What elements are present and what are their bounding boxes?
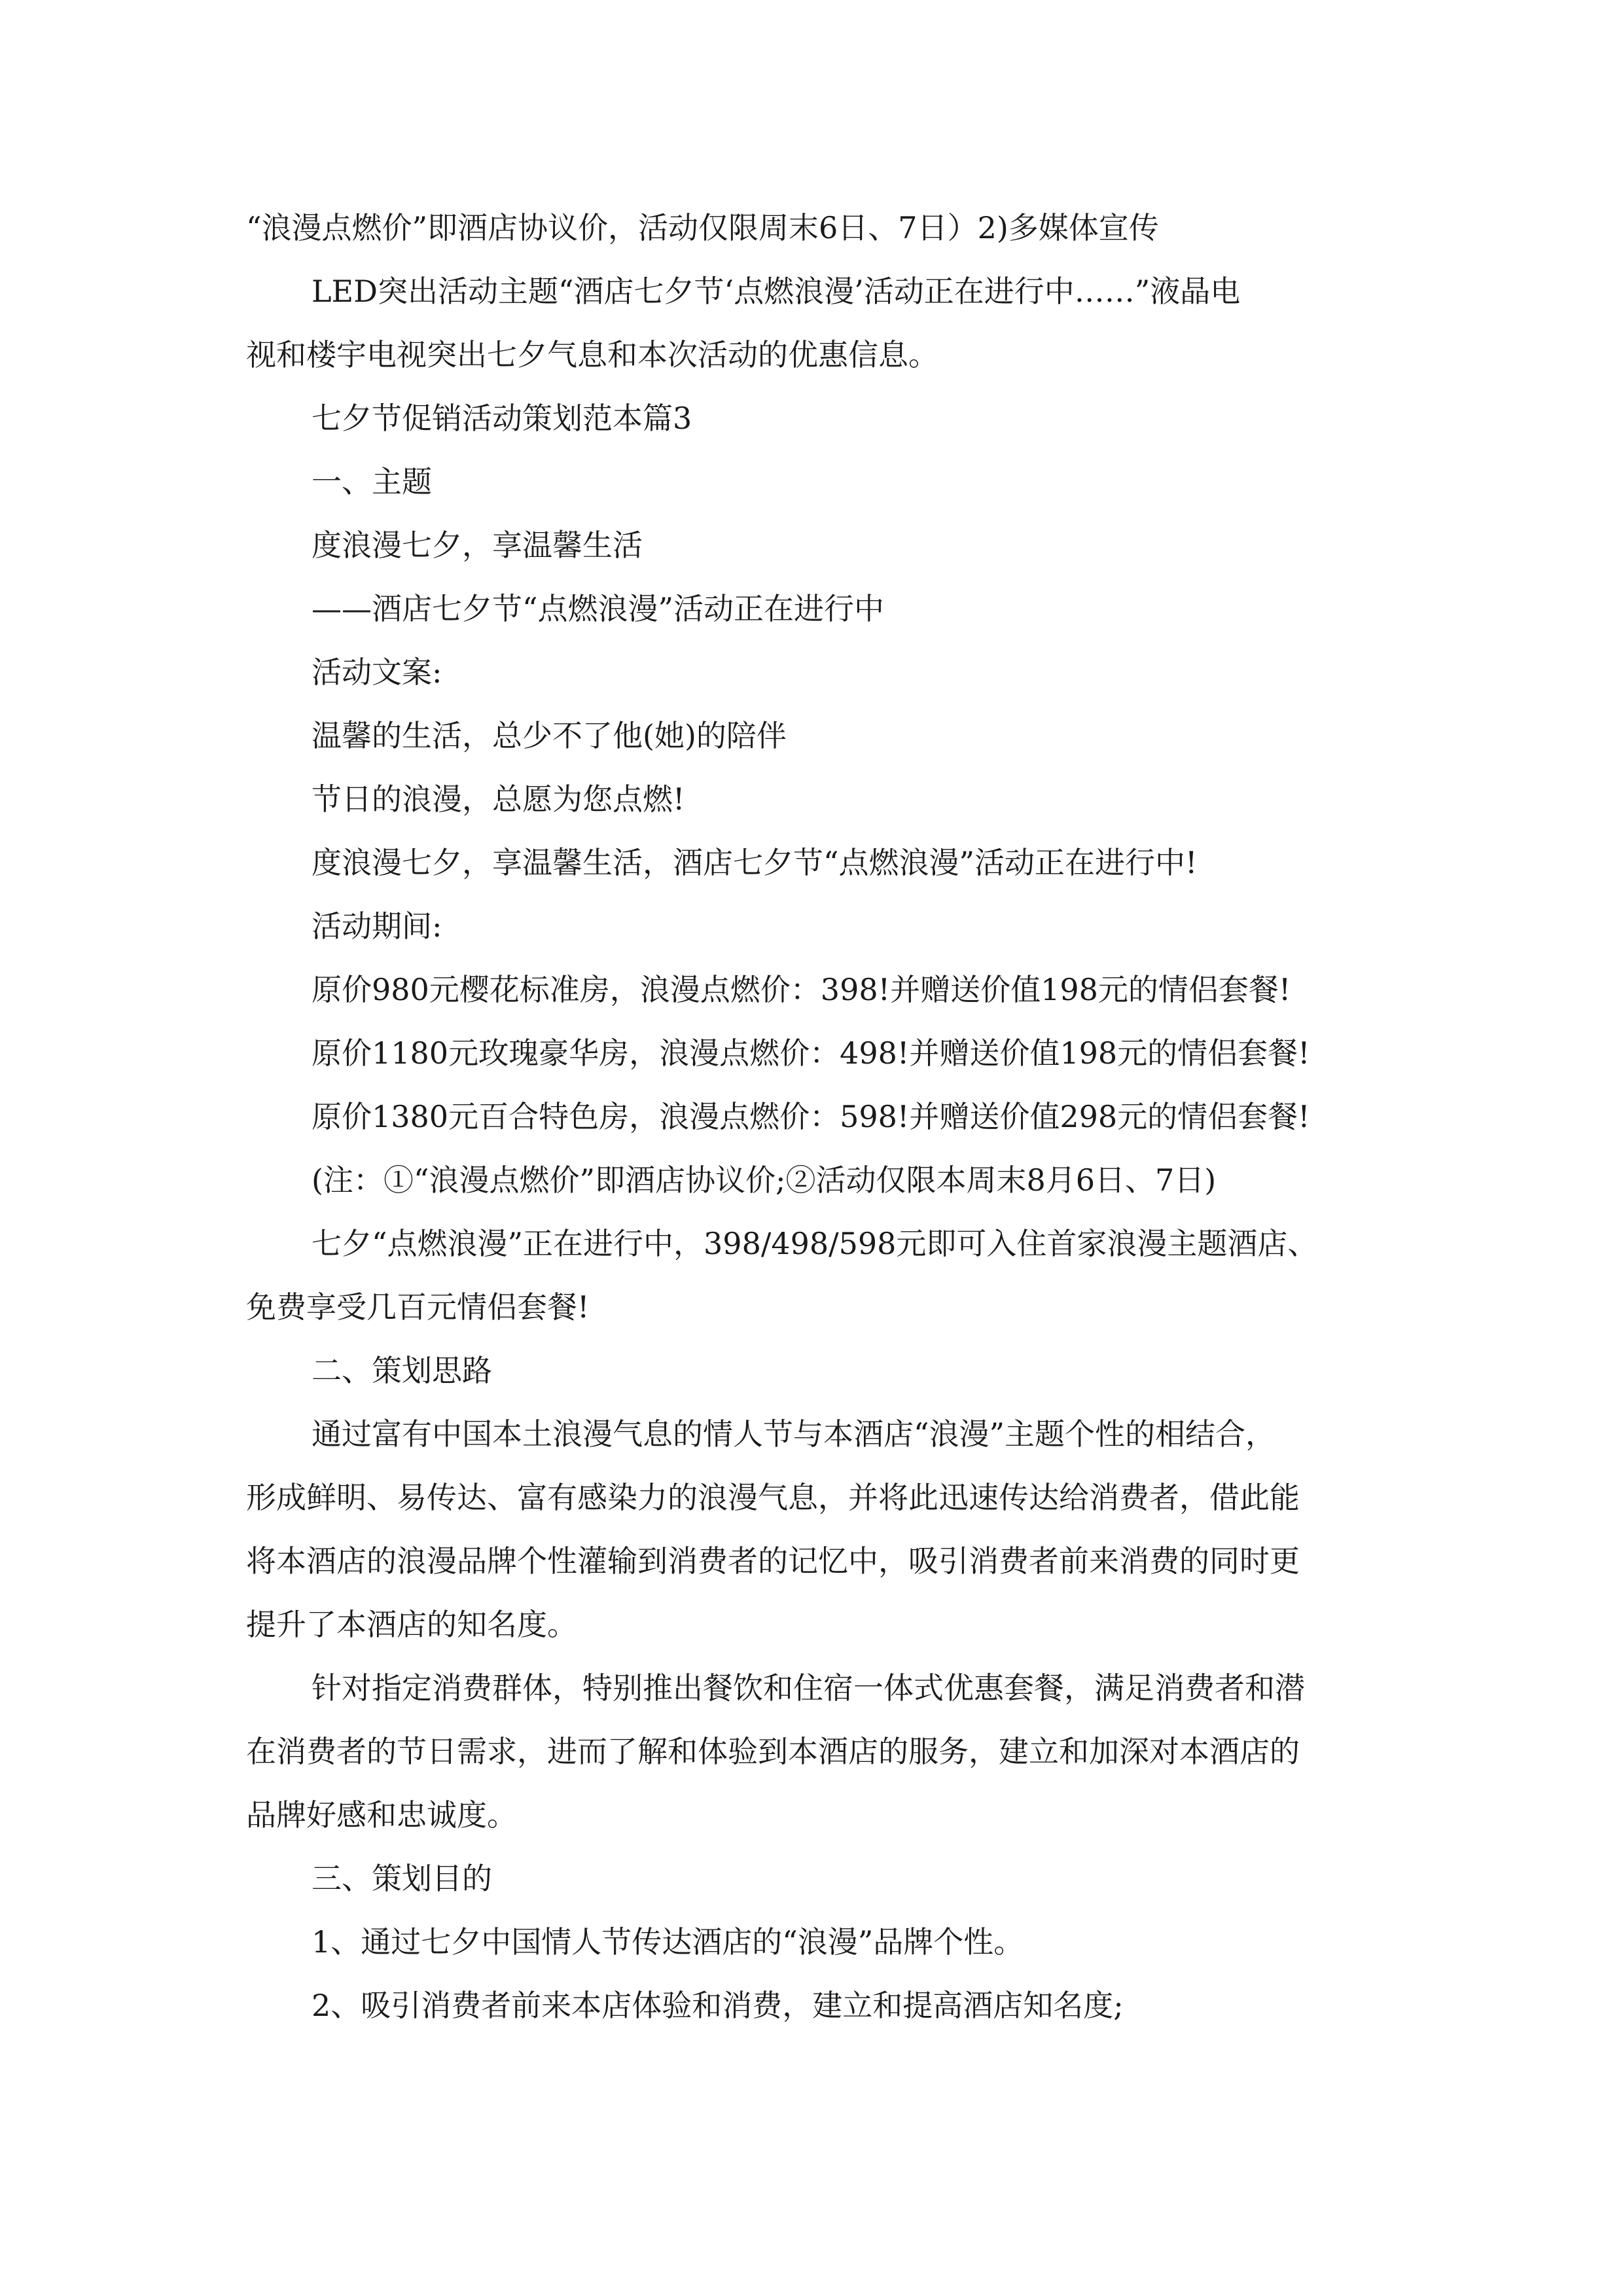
text-line: 温馨的生活，总少不了他(她)的陪伴 <box>312 718 787 753</box>
section-title: 七夕节促销活动策划范本篇3 <box>312 401 692 436</box>
list-item: 2、吸引消费者前来本店体验和消费，建立和提高酒店知名度; <box>312 1988 1124 2023</box>
text-line: LED突出活动主题“酒店七夕节‘点燃浪漫’活动正在进行中……”液晶电 <box>312 274 1241 309</box>
section-heading: 一、主题 <box>312 464 432 499</box>
text-line: 度浪漫七夕，享温馨生活 <box>312 528 643 563</box>
text-line: 将本酒店的浪漫品牌个性灌输到消费者的记忆中，吸引消费者前来消费的同时更 <box>246 1543 1300 1579</box>
text-line: 在消费者的节日需求，进而了解和体验到本酒店的服务，建立和加深对本酒店的 <box>246 1734 1300 1769</box>
text-line: 视和楼宇电视突出七夕气息和本次活动的优惠信息。 <box>246 337 938 372</box>
price-line: 原价1380元百合特色房，浪漫点燃价：598!并赠送价值298元的情侣套餐! <box>312 1099 1310 1134</box>
text-line: 品牌好感和忠诚度。 <box>246 1797 517 1833</box>
price-line: 原价980元樱花标准房，浪漫点燃价：398!并赠送价值198元的情侣套餐! <box>312 972 1291 1007</box>
price-line: 原价1180元玫瑰豪华房，浪漫点燃价：498!并赠送价值198元的情侣套餐! <box>312 1035 1310 1071</box>
text-line: 七夕“点燃浪漫”正在进行中，398/498/598元即可入住首家浪漫主题酒店、 <box>312 1226 1318 1261</box>
text-line: 形成鲜明、易传达、富有感染力的浪漫气息，并将此迅速传达给消费者，借此能 <box>246 1480 1300 1515</box>
text-line: 活动期间: <box>312 908 442 944</box>
text-line: 度浪漫七夕，享温馨生活，酒店七夕节“点燃浪漫”活动正在进行中! <box>312 845 1198 880</box>
text-line: 针对指定消费群体，特别推出餐饮和住宿一体式优惠套餐，满足消费者和潜 <box>312 1670 1305 1706</box>
document-body <box>246 196 1398 2037</box>
text-line: 通过富有中国本土浪漫气息的情人节与本酒店“浪漫”主题个性的相结合， <box>312 1416 1276 1452</box>
text-line: ——酒店七夕节“点燃浪漫”活动正在进行中 <box>312 591 885 626</box>
note-line: (注：①“浪漫点燃价”即酒店协议价;②活动仅限本周末8月6日、7日) <box>312 1162 1217 1198</box>
text-line: 提升了本酒店的知名度。 <box>246 1607 577 1642</box>
section-heading: 三、策划目的 <box>312 1861 492 1896</box>
text-line: 节日的浪漫，总愿为您点燃! <box>312 781 685 817</box>
text-line: 活动文案: <box>312 655 442 690</box>
list-item: 1、通过七夕中国情人节传达酒店的“浪漫”品牌个性。 <box>312 1924 1024 1960</box>
text-line: 免费享受几百元情侣套餐! <box>246 1289 590 1325</box>
section-heading: 二、策划思路 <box>312 1353 492 1388</box>
text-line: “浪漫点燃价”即酒店协议价，活动仅限周末6日、7日）2)多媒体宣传 <box>246 210 1159 245</box>
